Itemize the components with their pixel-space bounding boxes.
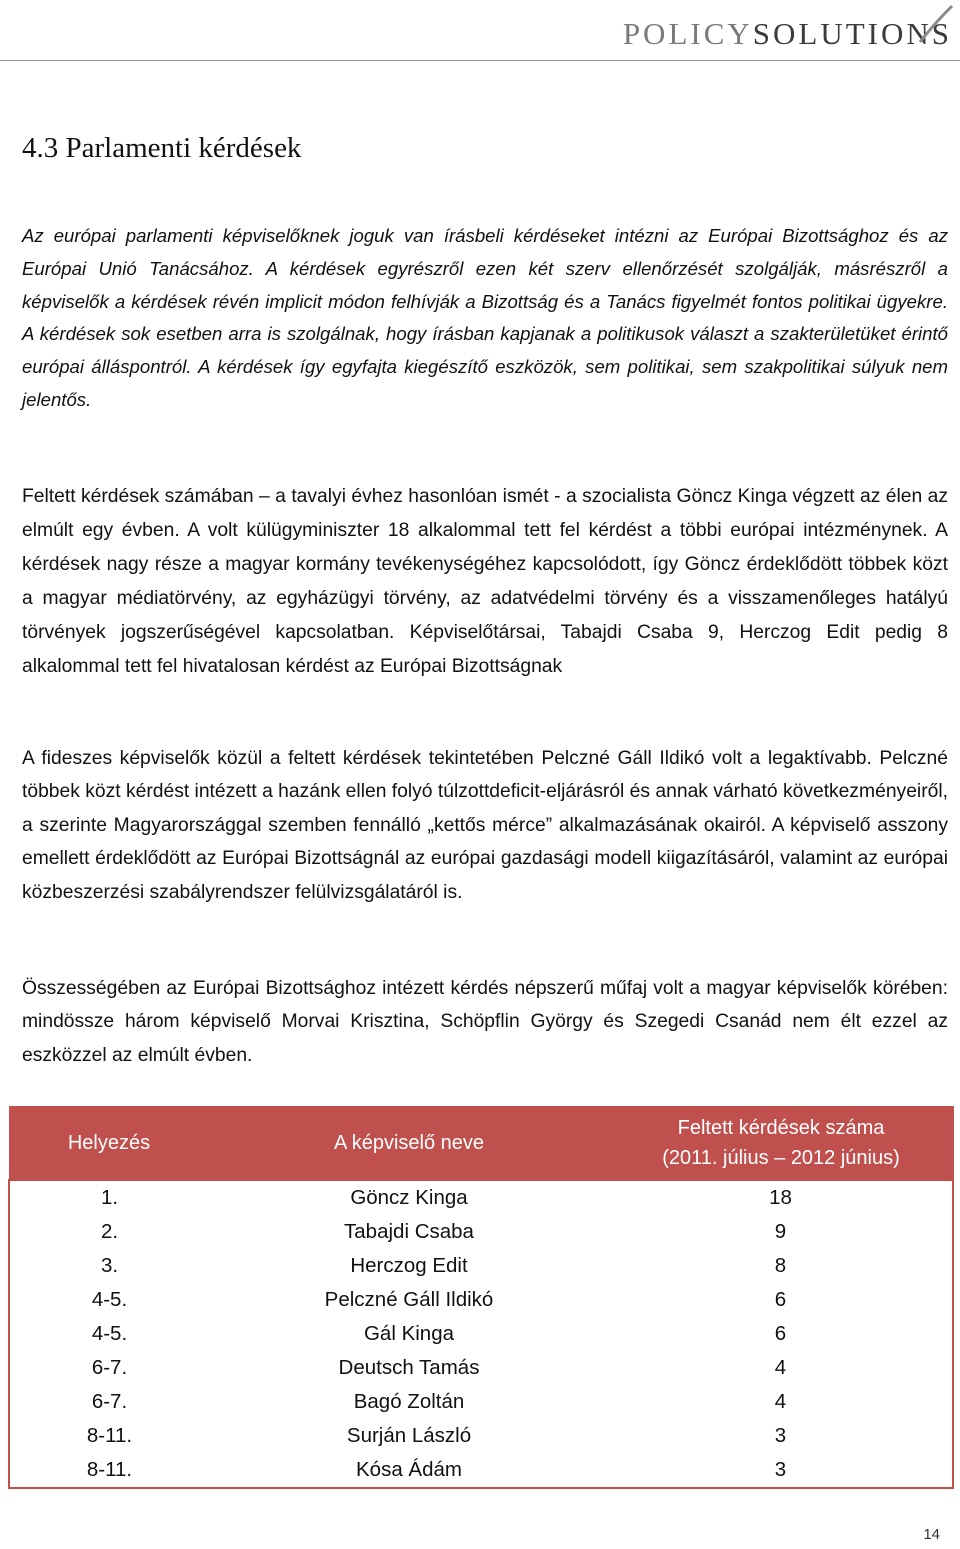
cell-rank: 6-7. <box>91 1390 128 1413</box>
header-rank: Helyezés <box>9 1107 209 1181</box>
cell-name: Kósa Ádám <box>356 1458 462 1481</box>
cell-count: 4 <box>774 1390 787 1413</box>
cell-count: 3 <box>774 1424 787 1447</box>
section-heading: 4.3 Parlamenti kérdések <box>22 132 302 164</box>
cell-name: Surján László <box>346 1424 472 1447</box>
cell-count: 6 <box>774 1288 787 1311</box>
table-row <box>9 1249 953 1283</box>
logo-text-solutions: SOLUTIONS <box>752 16 952 51</box>
cell-rank: 2. <box>100 1220 119 1243</box>
header-count-title: Feltett kérdések száma <box>677 1117 885 1139</box>
logo-text <box>623 16 952 52</box>
page-number: 14 <box>923 1526 940 1543</box>
cell-count: 9 <box>774 1220 787 1243</box>
table-row <box>9 1419 953 1453</box>
cell-name: Herczog Edit <box>350 1254 468 1277</box>
cell-count: 3 <box>774 1458 787 1481</box>
cell-name: Göncz Kinga <box>209 1180 609 1215</box>
cell-name: Tabajdi Csaba <box>344 1220 474 1243</box>
policy-solutions-logo <box>562 10 952 52</box>
paragraph-pelczne: A fideszes képviselők közül a feltett kérdések tekintetében Pelczné Gáll Ildikó volt a legaktívabb. Pelczné többek közt kérdést intézett a hazánk ellen folyó túlzottdeficit-eljárásról és annak várható következményeiről, a szerinte Magyarországgal szemben fennálló „kettős mérce” alkalmazásának okairól. A képviselő asszony emellett érdeklődött az Európai Bizottságnál az európai gazdasági modell kiigazításáról, valamint az európai közbeszerzési szabályrendszer felülvizsgálatáról is. <box>22 748 948 903</box>
paragraph-summary: Összességében az Európai Bizottsághoz intézett kérdés népszerű műfaj volt a magyar képviselők körében: mindössze három képviselő Morvai Krisztina, Schöpflin György és Szegedi Csanád nem élt ezzel az eszközzel az elmúlt évben. <box>22 978 948 1066</box>
cell-rank: 1. <box>9 1180 209 1215</box>
table-header-row <box>9 1107 953 1181</box>
cell-rank: 8-11. <box>86 1424 133 1447</box>
header-count-period: (2011. július – 2012 június) <box>662 1147 900 1169</box>
cell-rank: 3. <box>100 1254 119 1277</box>
cell-name: Pelczné Gáll Ildikó <box>324 1288 494 1311</box>
logo-swoosh-icon <box>916 4 956 44</box>
cell-rank: 4-5. <box>91 1288 128 1311</box>
cell-name: Gál Kinga <box>363 1322 455 1345</box>
cell-name: Bagó Zoltán <box>353 1390 465 1413</box>
table-row <box>9 1317 953 1351</box>
cell-rank: 6-7. <box>91 1356 128 1379</box>
paragraph-goncz: Feltett kérdések számában – a tavalyi évhez hasonlóan ismét - a szocialista Göncz Kinga végzett az élen az elmúlt egy évben. A volt külügyminiszter 18 alkalommal tett fel kérdést a többi európai intézménynek. A kérdések nagy része a magyar kormány tevékenységéhez kapcsolódott, így Göncz érdeklődött többek közt a magyar médiatörvény, az egyházügyi törvény, az adatvédelmi törvény és a visszamenőleges hatályú törvények jogszerűségével kapcsolatban. Képviselőtársai, Tabajdi Csaba 9, Herczog Edit pedig 8 alkalommal tett fel hivatalosan kérdést az Európai Bizottságnak <box>22 486 948 677</box>
header-name: A képviselő neve <box>209 1107 609 1181</box>
table-row <box>9 1385 953 1419</box>
cell-rank: 4-5. <box>91 1322 128 1345</box>
logo-text-policy: POLICY <box>622 16 753 51</box>
table-row <box>9 1215 953 1249</box>
table-row <box>9 1180 953 1215</box>
questions-ranking-table <box>8 1106 954 1489</box>
table-row <box>9 1351 953 1385</box>
table-row <box>9 1283 953 1317</box>
header-count <box>609 1107 953 1181</box>
cell-count: 4 <box>774 1356 787 1379</box>
cell-rank: 8-11. <box>86 1458 133 1481</box>
intro-paragraph: Az európai parlamenti képviselőknek joguk van írásbeli kérdéseket intézni az Európai Bizottsághoz és az Európai Unió Tanácsához. A kérdések egyrészről ezen két szerv ellenőrzését szolgálják, másrészről a képviselők a kérdések révén implicit módon felhívják a Bizottság és a Tanács figyelmét fontos politikai ügyekre. A kérdések sok esetben arra is szolgálnak, hogy írásban kapjanak a politikusok választ a szakterületüket érintő európai álláspontról. A kérdések így egyfajta kiegészítő eszközök, sem politikai, sem szakpolitikai súlyuk nem jelentős. <box>22 225 948 410</box>
header-divider <box>0 60 960 61</box>
table-row <box>9 1453 953 1488</box>
cell-name: Deutsch Tamás <box>338 1356 480 1379</box>
cell-count: 18 <box>609 1180 953 1215</box>
cell-count: 6 <box>774 1322 787 1345</box>
cell-count: 8 <box>774 1254 787 1277</box>
